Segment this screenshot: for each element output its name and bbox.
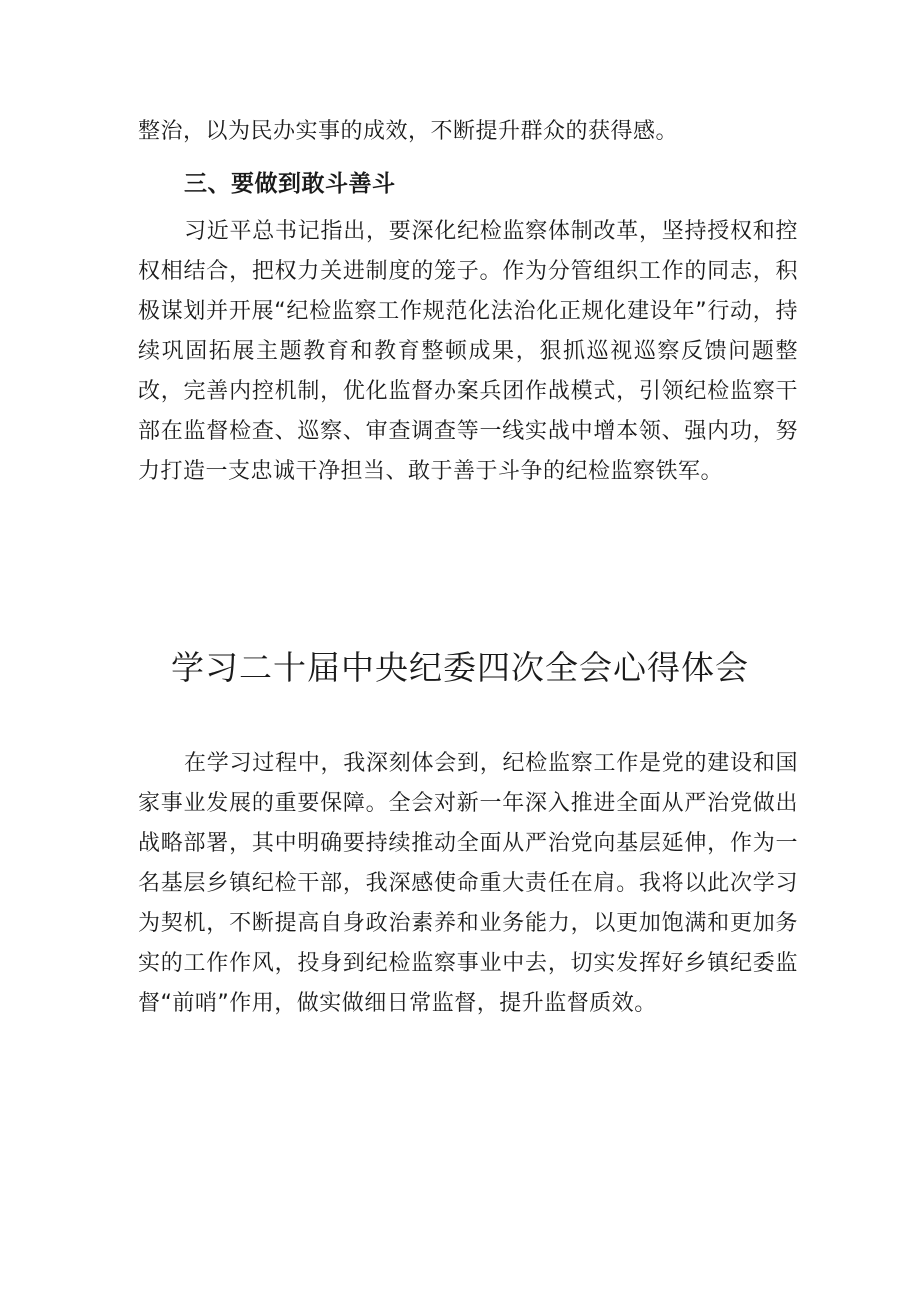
continuation-paragraph: 整治，以为民办实事的成效，不断提升群众的获得感。 <box>138 119 679 144</box>
section-heading: 三、要做到敢斗善斗 <box>184 171 396 197</box>
body-paragraph: 在学习过程中，我深刻体会到，纪检监察工作是党的建设和国家事业发展的重要保障。全会对新一年深入推进全面从严治党做出战略部署，其中明确要持续推动全面从严治党向基层延伸，作为一名基层乡镇纪检干部，我深感使命重大责任在肩。我将以此次学习为契机，不断提高自身政治素养和业务能力，以更加饱满和更加务实的工作作风，投身到纪检监察事业中去，切实发挥好乡镇纪委监督“前哨”作用，做实做细日常监督，提升监督质效。 <box>138 751 798 1016</box>
section-paragraph: 习近平总书记指出，要深化纪检监察体制改革，坚持授权和控权相结合，把权力关进制度的笼子。作为分管组织工作的同志，积极谋划并开展“纪检监察工作规范化法治化正规化建设年”行动，持续巩固拓展主题教育和教育整顿成果，狠抓巡视巡察反馈问题整改，完善内控机制，优化监督办案兵团作战模式，引领纪检监察干部在监督检查、巡察、审查调查等一线实战中增本领、强内功，努力打造一支忠诚干净担当、敢于善于斗争的纪检监察铁军。 <box>138 219 798 484</box>
document-title: 学习二十届中央纪委四次全会心得体会 <box>171 648 749 687</box>
